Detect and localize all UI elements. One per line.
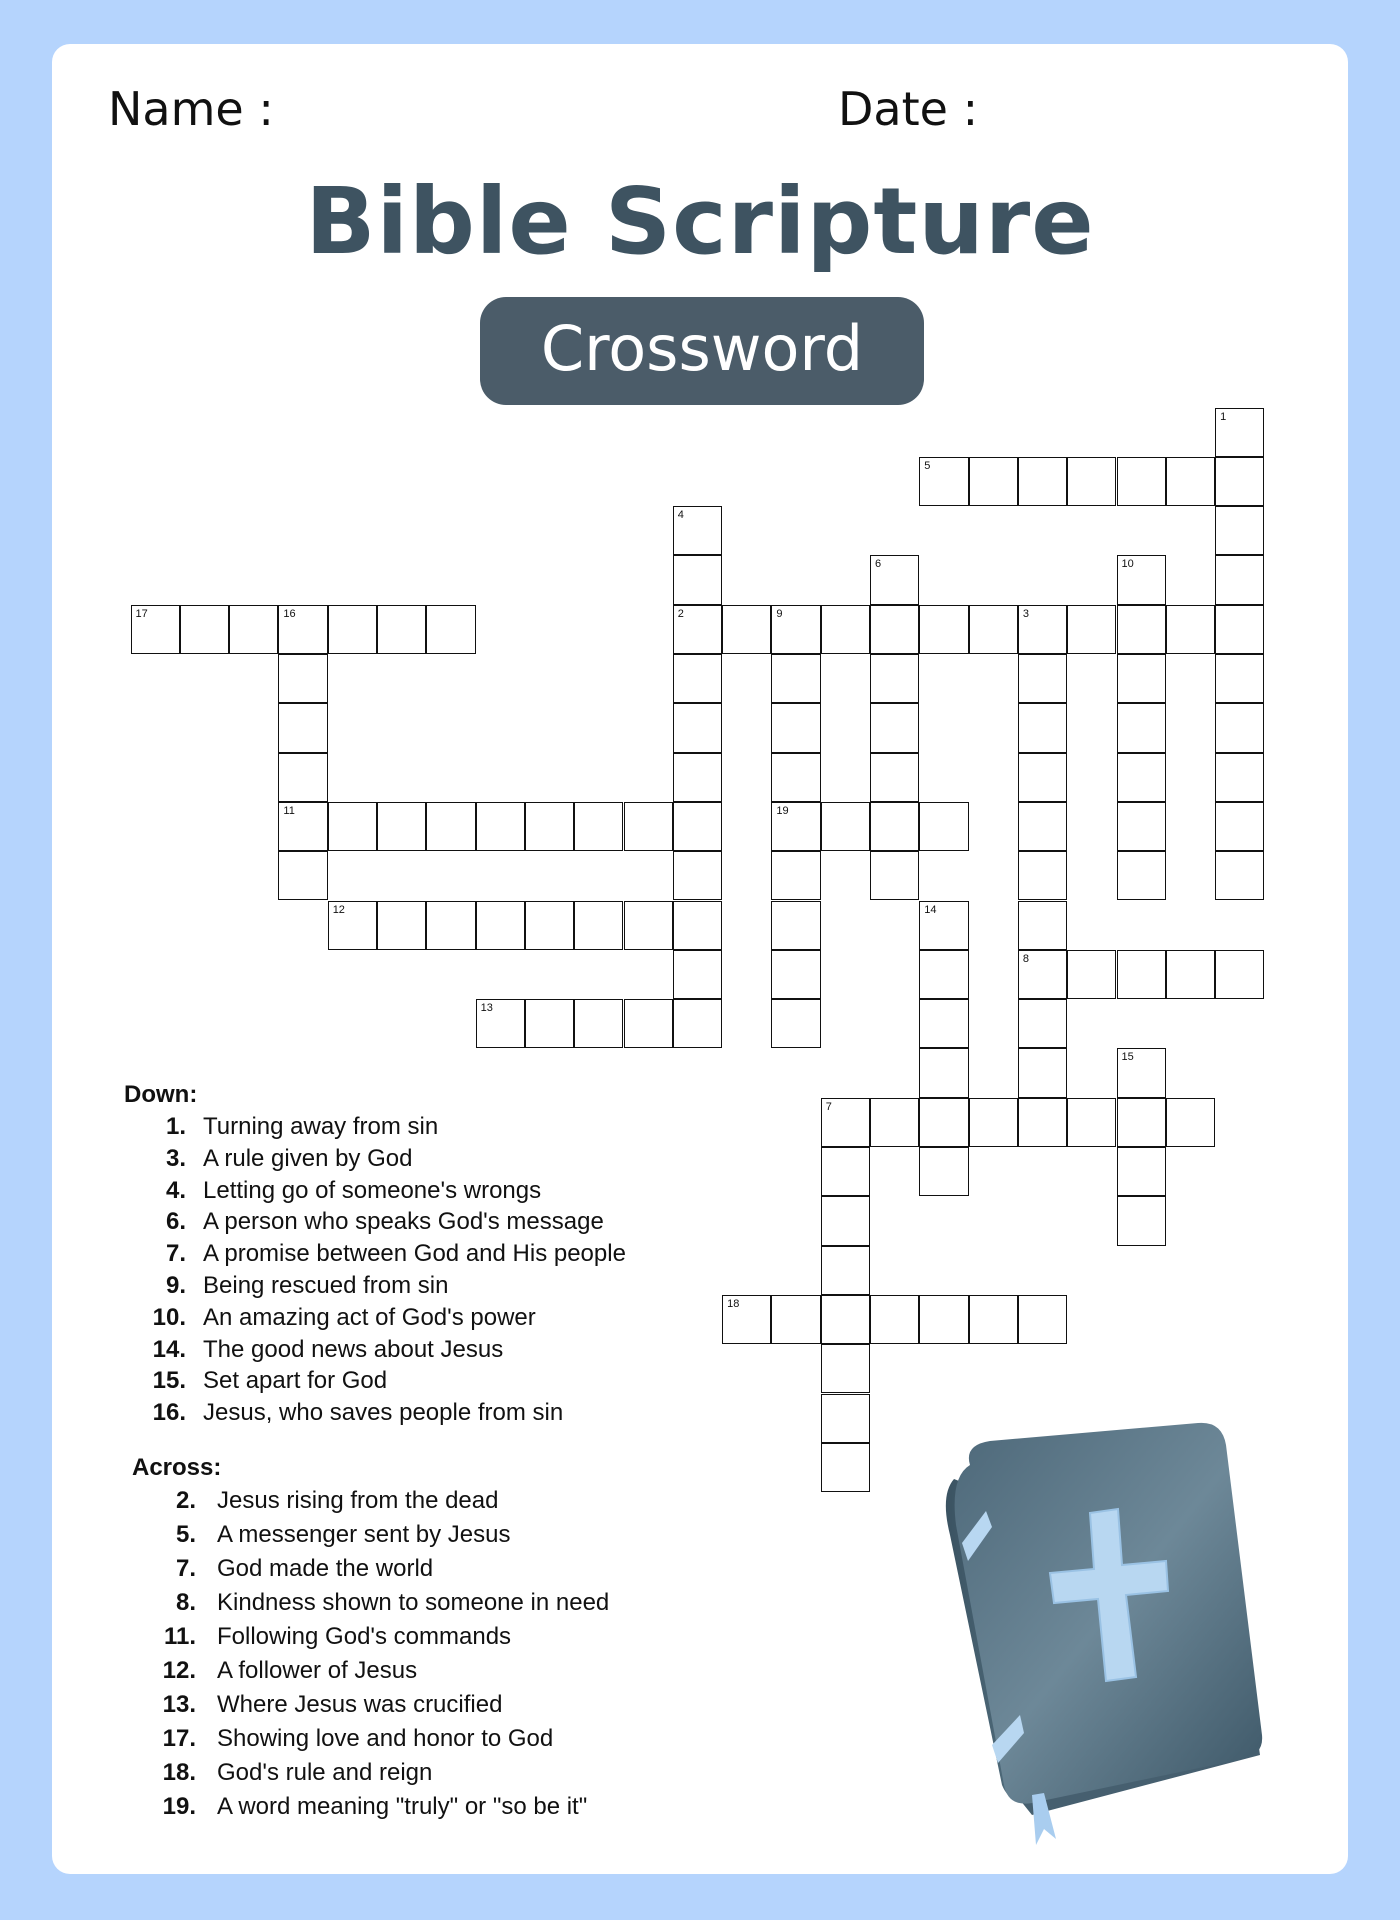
cell-number: 1: [1220, 410, 1227, 423]
cell-number: 2: [677, 607, 684, 620]
clue-number: 19.: [162, 1793, 196, 1820]
crossword-cell[interactable]: [821, 1147, 870, 1196]
crossword-cell[interactable]: [870, 555, 919, 604]
crossword-cell[interactable]: [328, 802, 377, 851]
clue-number: 6.: [165, 1208, 186, 1236]
crossword-cell[interactable]: [1117, 1147, 1166, 1196]
clue-number: 17.: [162, 1725, 196, 1752]
crossword-cell[interactable]: [821, 1295, 870, 1344]
crossword-cell[interactable]: [870, 654, 919, 703]
crossword-cell[interactable]: [278, 753, 327, 802]
crossword-cell[interactable]: [673, 802, 722, 851]
crossword-cell[interactable]: [525, 999, 574, 1048]
crossword-cell[interactable]: [574, 999, 623, 1048]
crossword-cell[interactable]: [476, 802, 525, 851]
crossword-cell[interactable]: [1117, 950, 1166, 999]
cell-number: 19: [776, 804, 789, 817]
crossword-cell[interactable]: [1117, 605, 1166, 654]
clue-number: 4.: [165, 1176, 186, 1204]
crossword-cell[interactable]: [821, 1098, 870, 1147]
crossword-cell[interactable]: [1215, 457, 1264, 506]
crossword-cell[interactable]: [1117, 555, 1166, 604]
crossword-cell[interactable]: [180, 605, 229, 654]
crossword-cell[interactable]: [771, 753, 820, 802]
bible-book-icon: [940, 1415, 1300, 1855]
crossword-cell[interactable]: [673, 901, 722, 950]
cell-number: 14: [924, 903, 937, 916]
clue-number: 7.: [175, 1555, 196, 1582]
date-label: Date :: [838, 82, 979, 136]
cell-number: 11: [283, 804, 295, 817]
crossword-cell[interactable]: [673, 555, 722, 604]
clue-text: A word meaning "truly" or "so be it": [217, 1793, 588, 1820]
cell-number: 10: [1121, 558, 1134, 571]
crossword-cell[interactable]: [969, 457, 1018, 506]
cell-number: 18: [727, 1297, 740, 1310]
crossword-cell[interactable]: [1018, 753, 1067, 802]
subtitle-badge: Crossword: [480, 297, 924, 405]
crossword-cell[interactable]: [722, 605, 771, 654]
crossword-cell[interactable]: [278, 802, 327, 851]
clue-text: A person who speaks God's message: [203, 1208, 604, 1236]
crossword-cell[interactable]: [1117, 703, 1166, 752]
crossword-cell[interactable]: [229, 605, 278, 654]
crossword-cell[interactable]: [1215, 506, 1264, 555]
clue-number: 14.: [152, 1335, 186, 1363]
crossword-cell[interactable]: [1018, 457, 1067, 506]
crossword-cell[interactable]: [1067, 1098, 1116, 1147]
clue-text: A rule given by God: [203, 1144, 413, 1172]
crossword-cell[interactable]: [673, 999, 722, 1048]
crossword-cell[interactable]: [821, 1394, 870, 1443]
crossword-cell[interactable]: [821, 1443, 870, 1492]
crossword-cell[interactable]: [1166, 605, 1215, 654]
crossword-cell[interactable]: [1166, 457, 1215, 506]
crossword-cell[interactable]: [771, 654, 820, 703]
crossword-cell[interactable]: [1018, 703, 1067, 752]
crossword-cell[interactable]: [1018, 851, 1067, 900]
clue-number: 9.: [165, 1272, 186, 1299]
clue-text: Being rescued from sin: [203, 1272, 449, 1299]
crossword-cell[interactable]: [1018, 605, 1067, 654]
crossword-cell[interactable]: [1166, 950, 1215, 999]
crossword-cell[interactable]: [1215, 555, 1264, 604]
crossword-cell[interactable]: [1067, 950, 1116, 999]
name-label: Name :: [108, 82, 274, 136]
cell-number: 13: [480, 1002, 493, 1015]
crossword-cell[interactable]: [870, 753, 919, 802]
crossword-cell[interactable]: [969, 605, 1018, 654]
clue-text: An amazing act of God's power: [203, 1303, 536, 1331]
down-heading: Down:: [124, 1081, 198, 1108]
crossword-cell[interactable]: [131, 605, 180, 654]
clue-text: A messenger sent by Jesus: [217, 1521, 511, 1548]
crossword-cell[interactable]: [1215, 408, 1264, 457]
crossword-cell[interactable]: [278, 851, 327, 900]
crossword-cell[interactable]: [1018, 950, 1067, 999]
clue-number: 11.: [163, 1623, 196, 1650]
clue-text: Showing love and honor to God: [217, 1725, 554, 1752]
crossword-cell[interactable]: [1117, 1196, 1166, 1245]
cell-number: 6: [875, 558, 882, 571]
crossword-cell[interactable]: [771, 703, 820, 752]
clue-number: 3.: [165, 1144, 186, 1172]
clue-number: 18.: [162, 1759, 196, 1786]
clue-text: Following God's commands: [217, 1623, 512, 1650]
clue-text: The good news about Jesus: [203, 1335, 504, 1363]
crossword-cell[interactable]: [574, 901, 623, 950]
crossword-cell[interactable]: [771, 851, 820, 900]
crossword-cell[interactable]: [821, 1344, 870, 1393]
clue-number: 13.: [162, 1691, 196, 1718]
clue-number: 15.: [152, 1367, 186, 1395]
crossword-cell[interactable]: [771, 605, 820, 654]
crossword-cell[interactable]: [919, 901, 968, 950]
clue-number: 5.: [175, 1521, 196, 1548]
crossword-cell[interactable]: [919, 802, 968, 851]
crossword-cell[interactable]: [1018, 654, 1067, 703]
crossword-cell[interactable]: [377, 802, 426, 851]
crossword-cell[interactable]: [1117, 654, 1166, 703]
crossword-cell[interactable]: [1117, 457, 1166, 506]
crossword-cell[interactable]: [1117, 753, 1166, 802]
crossword-cell[interactable]: [525, 901, 574, 950]
cell-number: 3: [1022, 607, 1030, 620]
crossword-cell[interactable]: [919, 605, 968, 654]
crossword-cell[interactable]: [919, 1147, 968, 1196]
clue-number: 1.: [165, 1113, 186, 1140]
cell-number: 8: [1022, 952, 1030, 965]
crossword-cell[interactable]: [870, 703, 919, 752]
cell-number: 16: [283, 607, 296, 620]
crossword-cell[interactable]: [969, 1098, 1018, 1147]
crossword-cell[interactable]: [1117, 851, 1166, 900]
crossword-cell[interactable]: [771, 999, 820, 1048]
crossword-cell[interactable]: [476, 999, 525, 1048]
crossword-cell[interactable]: [1117, 1048, 1166, 1097]
crossword-cell[interactable]: [574, 802, 623, 851]
crossword-cell[interactable]: [1117, 802, 1166, 851]
crossword-cell[interactable]: [624, 802, 673, 851]
cell-number: 7: [825, 1100, 832, 1113]
crossword-cell[interactable]: [771, 950, 820, 999]
crossword-cell[interactable]: [426, 605, 475, 654]
crossword-cell[interactable]: [1018, 802, 1067, 851]
crossword-cell[interactable]: [919, 950, 968, 999]
clue-number: 10.: [152, 1303, 186, 1331]
crossword-cell[interactable]: [1215, 654, 1264, 703]
clue-text: Where Jesus was crucified: [217, 1691, 503, 1718]
clue-number: 7.: [165, 1240, 186, 1268]
crossword-cell[interactable]: [525, 802, 574, 851]
crossword-cell[interactable]: [1215, 851, 1264, 900]
clue-text: A follower of Jesus: [217, 1657, 418, 1684]
clue-text: Jesus rising from the dead: [217, 1487, 499, 1514]
cell-number: 15: [1121, 1051, 1134, 1064]
crossword-cell[interactable]: [722, 1295, 771, 1344]
clue-text: A promise between God and His people: [203, 1240, 626, 1268]
crossword-cell[interactable]: [673, 703, 722, 752]
crossword-cell[interactable]: [278, 605, 327, 654]
clue-text: Set apart for God: [203, 1367, 388, 1395]
crossword-cell[interactable]: [1018, 901, 1067, 950]
crossword-cell[interactable]: [969, 1295, 1018, 1344]
cell-number: 4: [677, 509, 684, 522]
crossword-cell[interactable]: [673, 605, 722, 654]
crossword-cell[interactable]: [1018, 1295, 1067, 1344]
crossword-cell[interactable]: [328, 605, 377, 654]
crossword-cell[interactable]: [328, 901, 377, 950]
crossword-cell[interactable]: [1215, 753, 1264, 802]
crossword-cell[interactable]: [1215, 703, 1264, 752]
crossword-cell[interactable]: [1018, 1048, 1067, 1097]
clue-text: God's rule and reign: [217, 1759, 433, 1786]
clue-number: 16.: [152, 1399, 186, 1427]
clue-number: 2.: [175, 1487, 196, 1514]
clue-text: God made the world: [217, 1555, 434, 1582]
crossword-cell[interactable]: [919, 457, 968, 506]
crossword-cell[interactable]: [278, 654, 327, 703]
crossword-cell[interactable]: [771, 802, 820, 851]
crossword-cell[interactable]: [1018, 999, 1067, 1048]
clue-text: Turning away from sin: [203, 1113, 439, 1140]
crossword-cell[interactable]: [377, 605, 426, 654]
clue-text: Kindness shown to someone in need: [217, 1589, 610, 1616]
crossword-cell[interactable]: [870, 1098, 919, 1147]
clue-number: 12.: [162, 1657, 196, 1684]
cell-number: 17: [135, 607, 148, 620]
crossword-cell[interactable]: [1166, 1098, 1215, 1147]
crossword-cell[interactable]: [278, 703, 327, 752]
crossword-cell[interactable]: [426, 901, 475, 950]
across-heading: Across:: [132, 1454, 222, 1481]
crossword-cell[interactable]: [673, 506, 722, 555]
crossword-cell[interactable]: [870, 605, 919, 654]
crossword-cell[interactable]: [919, 1098, 968, 1147]
crossword-cell[interactable]: [821, 605, 870, 654]
crossword-cell[interactable]: [673, 753, 722, 802]
crossword-cell[interactable]: [426, 802, 475, 851]
crossword-cell[interactable]: [624, 999, 673, 1048]
crossword-cell[interactable]: [821, 802, 870, 851]
crossword-cell[interactable]: [870, 851, 919, 900]
crossword-cell[interactable]: [919, 999, 968, 1048]
crossword-cell[interactable]: [1117, 1098, 1166, 1147]
cell-number: 5: [924, 459, 931, 472]
crossword-cell[interactable]: [1067, 605, 1116, 654]
crossword-cell[interactable]: [673, 851, 722, 900]
cell-number: 12: [332, 903, 345, 916]
crossword-cell[interactable]: [673, 654, 722, 703]
crossword-cell[interactable]: [1018, 1098, 1067, 1147]
crossword-cell[interactable]: [476, 901, 525, 950]
cell-number: 9: [776, 607, 783, 620]
crossword-cell[interactable]: [1215, 802, 1264, 851]
crossword-cell[interactable]: [1067, 457, 1116, 506]
crossword-cell[interactable]: [870, 1295, 919, 1344]
clue-number: 8.: [175, 1589, 196, 1616]
clue-text: Letting go of someone's wrongs: [203, 1176, 542, 1204]
crossword-cell[interactable]: [821, 1246, 870, 1295]
crossword-cell[interactable]: [624, 901, 673, 950]
crossword-cell[interactable]: [919, 1048, 968, 1097]
crossword-cell[interactable]: [1215, 950, 1264, 999]
crossword-cell[interactable]: [821, 1196, 870, 1245]
crossword-cell[interactable]: [377, 901, 426, 950]
crossword-cell[interactable]: [771, 901, 820, 950]
clue-text: Jesus, who saves people from sin: [203, 1399, 564, 1427]
crossword-cell[interactable]: [1215, 605, 1264, 654]
crossword-cell[interactable]: [919, 1295, 968, 1344]
crossword-cell[interactable]: [870, 802, 919, 851]
crossword-cell[interactable]: [673, 950, 722, 999]
page-title: Bible Scripture: [305, 168, 1095, 275]
crossword-cell[interactable]: [771, 1295, 820, 1344]
